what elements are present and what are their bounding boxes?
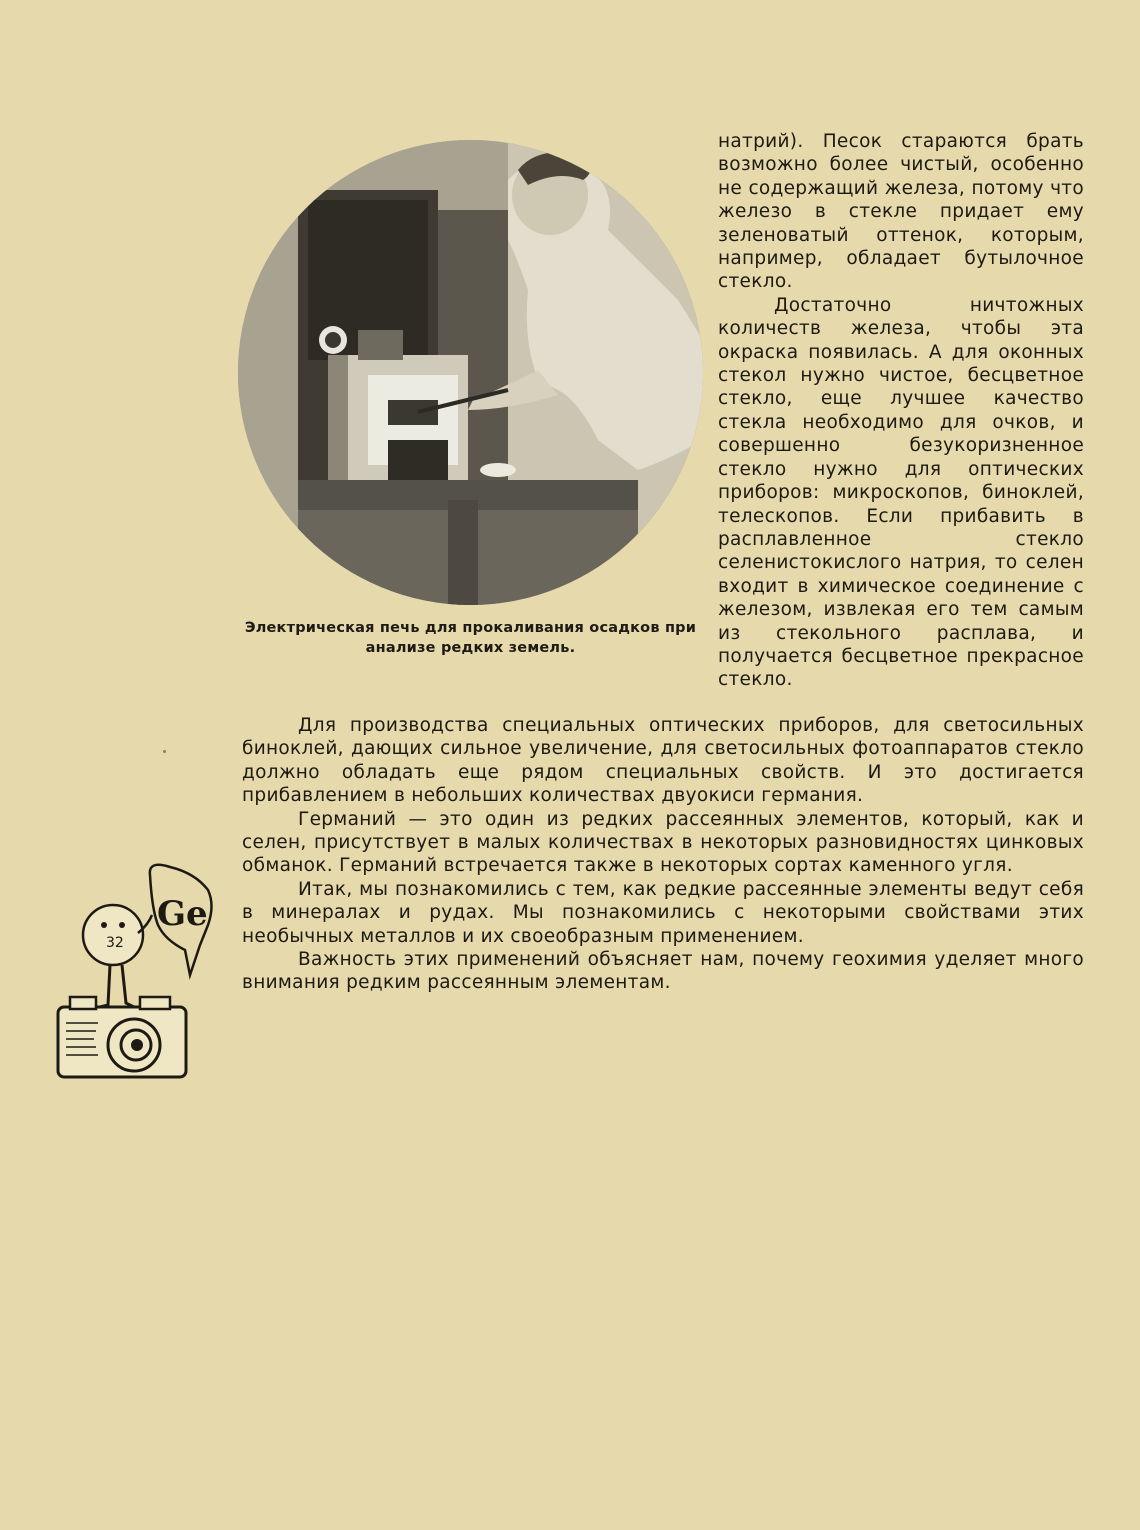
paragraph: натрий). Песок стараются брать возможно более чистый, особенно не содержащий железа, потому что железо в стекле придает ему зеленоватый оттенок, которым, например, обладает бутылочное стекло. bbox=[718, 131, 1084, 293]
main-text bbox=[242, 714, 1084, 995]
furnace-photo bbox=[238, 140, 703, 605]
paragraph: Важность этих применений объясняет нам, почему геохимия уделяет много внимания редким рассеянным элементам. bbox=[242, 949, 1084, 994]
paragraph: Итак, мы познакомились с тем, как редкие рассеянные элементы ведут себя в минералах и рудах. Мы познакомились с некоторыми свойствами этих необычных металлов и их своеобразным применением. bbox=[242, 878, 1084, 947]
face-number: 32 bbox=[106, 935, 124, 951]
furnace-photo-illustration bbox=[238, 140, 703, 605]
figure-caption: Электрическая печь для прокаливания осадков при анализе редких земель. bbox=[244, 620, 697, 656]
paragraph: Достаточно ничтожных количеств железа, чтобы эта окраска появилась. А для оконных стекол нужно чистое, бесцветное стекло, еще лучшее качество стекла необходимо для очков, и совершенно безукоризненное стекло нужно для оптических приборов: микроскопов, биноклей, телескопов. Если прибавить в расплавленное стекло селенистокислого натрия, то селен входит в химическое соединение с железом, извлекая его тем самым из стекольного расплава, и получается бесцветное прекрасное стекло. bbox=[718, 294, 1084, 691]
ink-speck bbox=[163, 750, 166, 753]
right-column-text bbox=[718, 130, 1084, 692]
paragraph: Для производства специальных оптических приборов, для светосильных биноклей, дающих сильное увеличение, для светосильных фотоаппаратов стекло должно обладать еще рядом специальных свойств. И это достигается прибавлением в небольших количествах двуокиси германия. bbox=[242, 715, 1084, 807]
paragraph: Германий — это один из редких рассеянных элементов, который, как и селен, присутствует в малых количествах в некоторых разновидностях цинковых обманок. Германий встречается также в некоторых сортах каменного угля. bbox=[242, 808, 1084, 877]
ge-symbol: Ge bbox=[157, 894, 208, 934]
germanium-camera-drawing bbox=[30, 855, 230, 1085]
